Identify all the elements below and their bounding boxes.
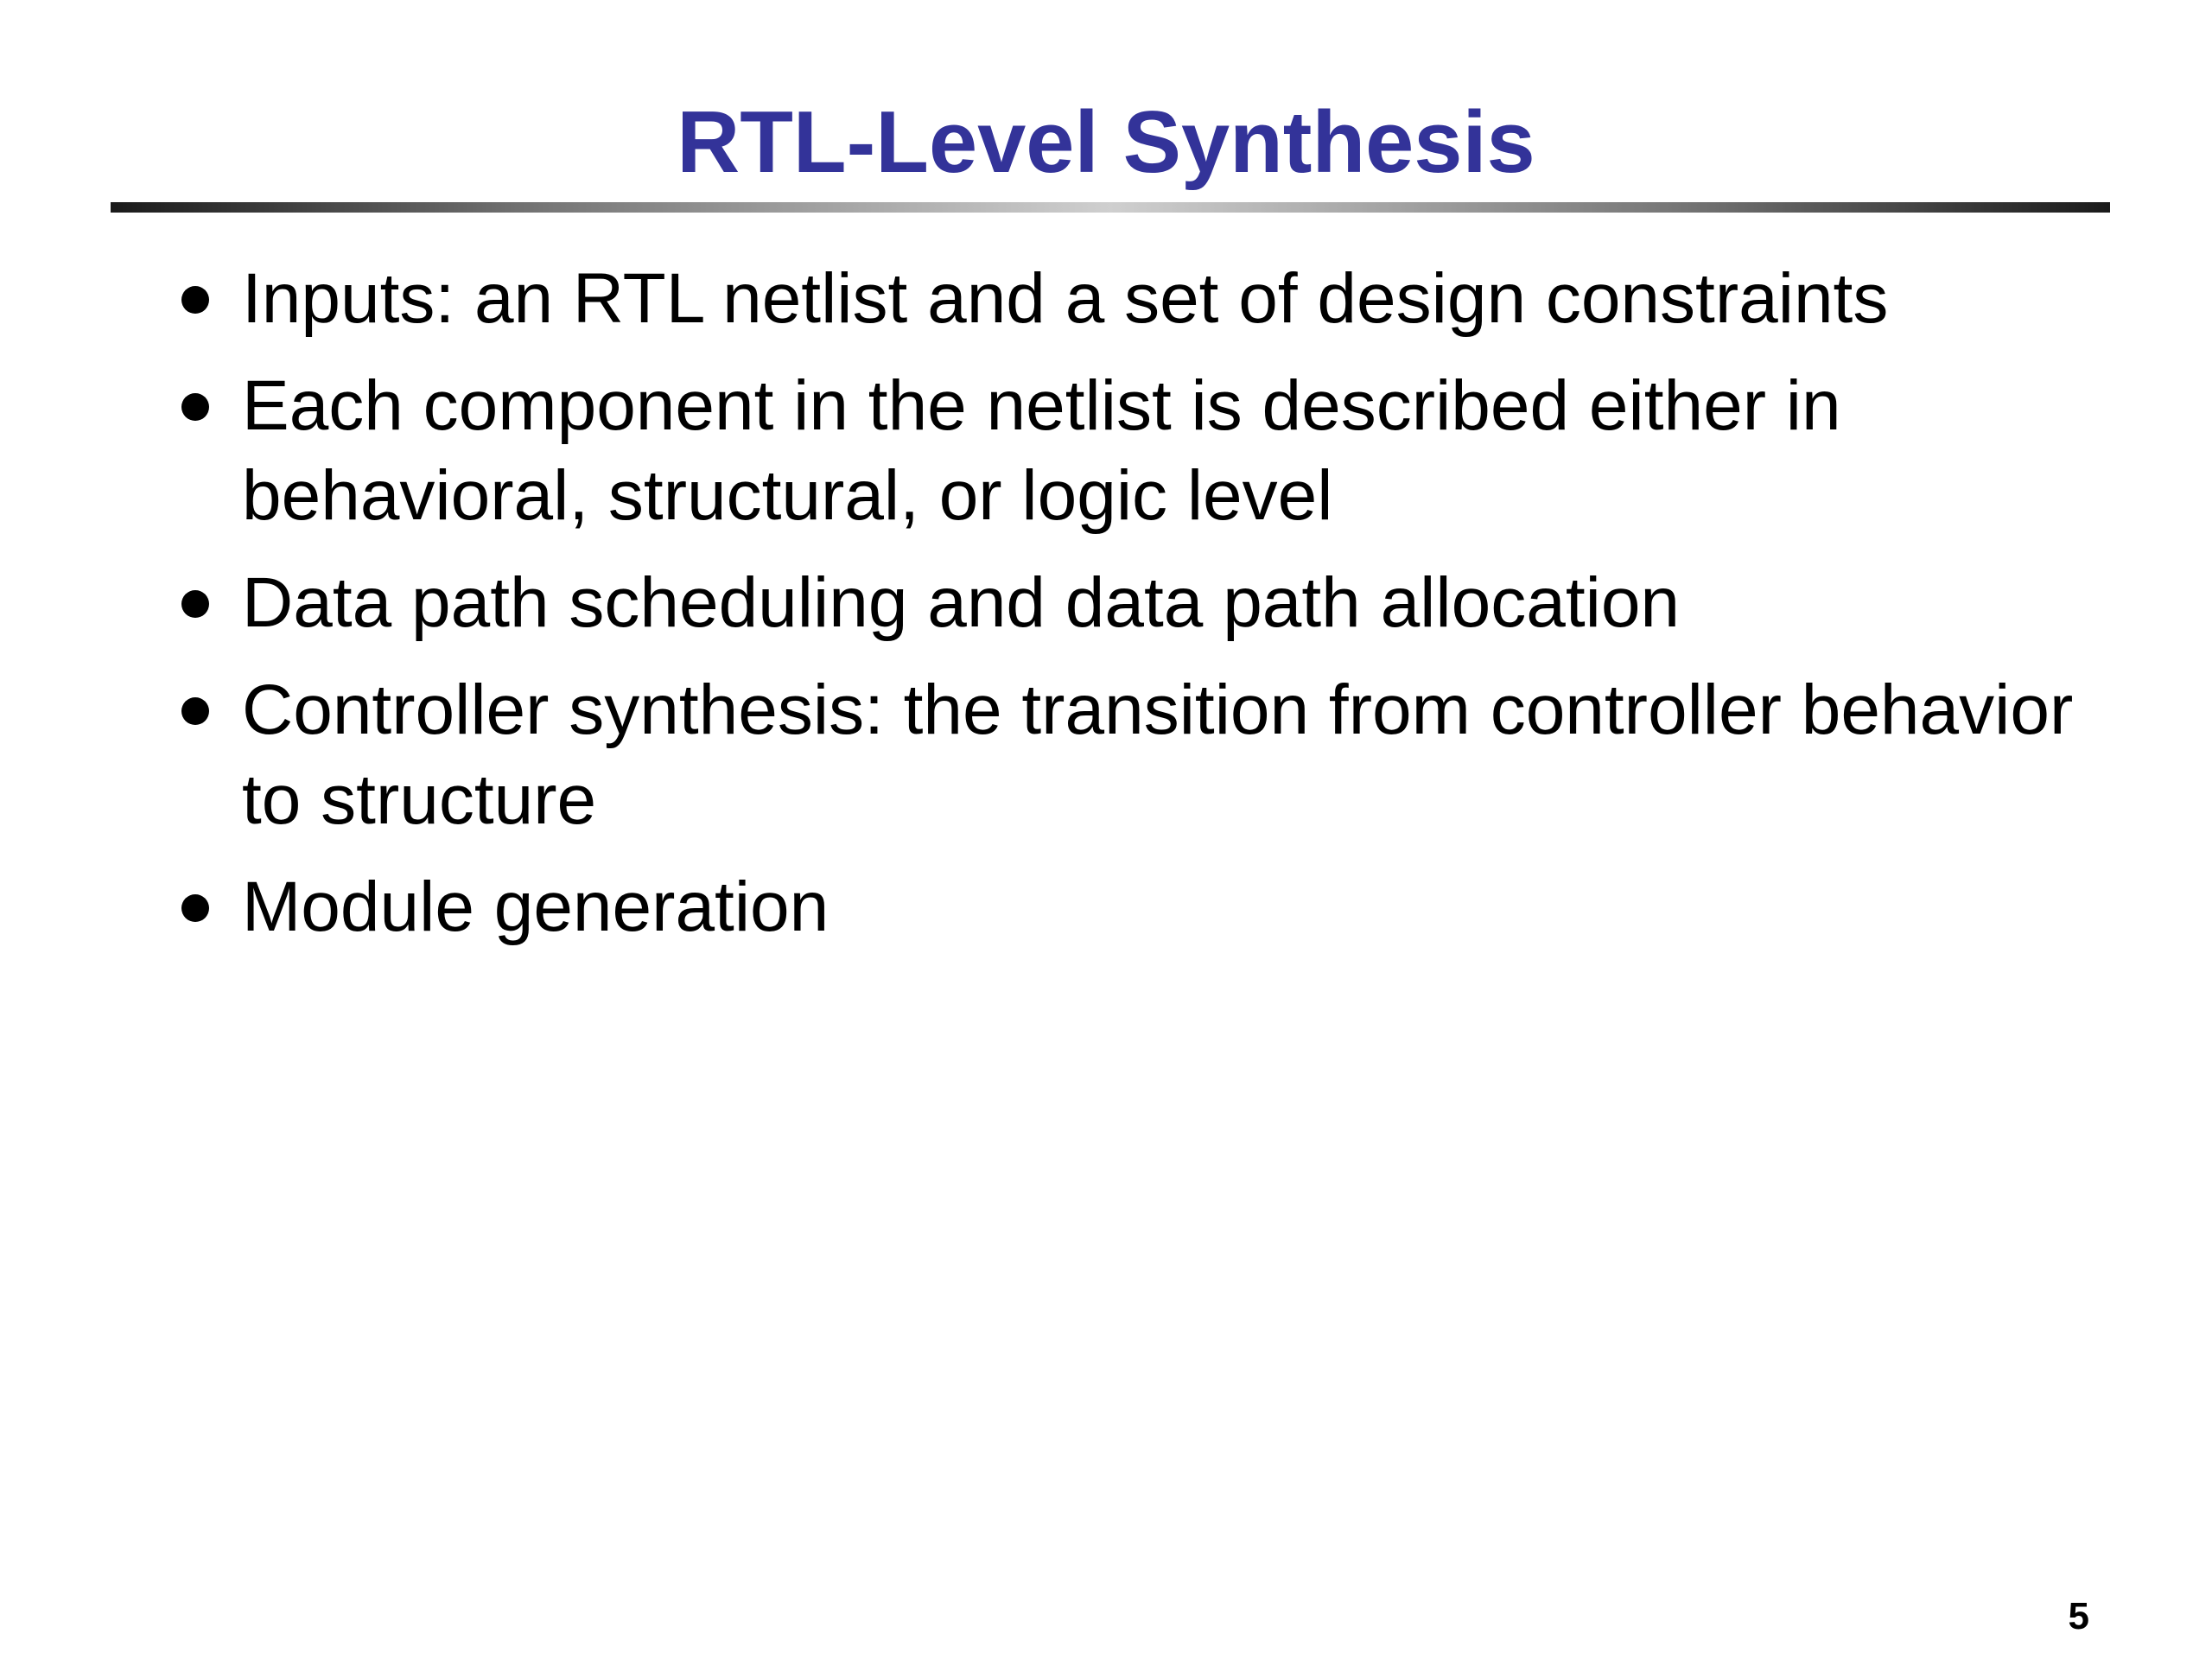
bullet-dot-icon [181, 894, 209, 922]
slide-title: RTL-Level Synthesis [677, 94, 1535, 191]
bullet-item [177, 254, 2121, 344]
bullet-item [177, 361, 2121, 541]
bullet-text: Inputs: an RTL netlist and a set of design constraints [242, 259, 1889, 338]
bullet-item [177, 558, 2121, 648]
bullet-dot-icon [181, 697, 209, 725]
bullet-text: Data path scheduling and data path allocation [242, 563, 1681, 642]
title-divider [111, 202, 2110, 213]
bullet-dot-icon [181, 393, 209, 421]
bullet-text: Controller synthesis: the transition from controller behavior to structure [242, 671, 2074, 839]
bullet-text: Module generation [242, 868, 830, 946]
page-number: 5 [2068, 1595, 2089, 1637]
bullet-item [177, 665, 2121, 845]
bullet-text: Each component in the netlist is described either in behavioral, structural, or logic level [242, 366, 1841, 535]
bullet-dot-icon [181, 286, 209, 314]
bullet-item [177, 862, 2121, 952]
bullet-dot-icon [181, 590, 209, 618]
